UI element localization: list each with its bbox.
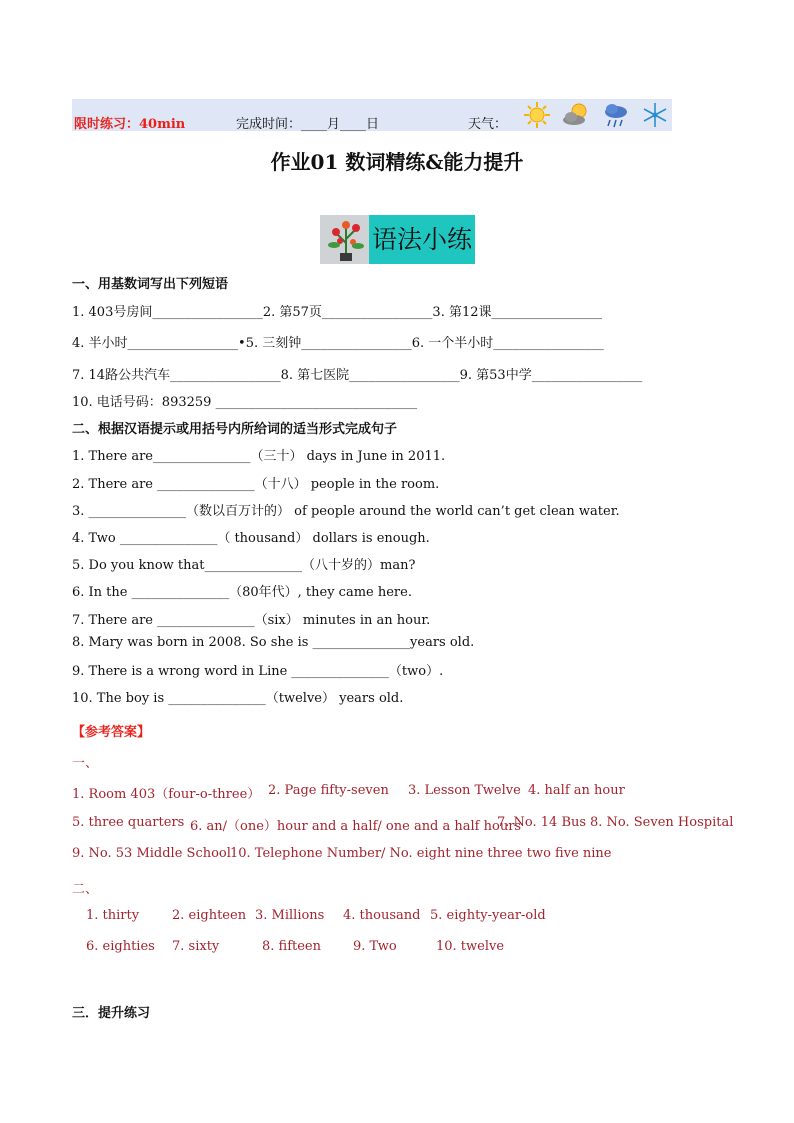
exercise-line: 8. Mary was born in 2008. So she is _______________years old.: [72, 635, 475, 650]
exercise-line: 7. There are _______________（six） minutes in an hour.: [72, 613, 431, 628]
exercise-line: 4. Two _______________（ thousand） dollars is enough.: [72, 531, 430, 546]
answer-item: 5. three quarters: [72, 815, 185, 830]
answer-item: 3. Lesson Twelve: [408, 783, 521, 798]
snowflake-icon: [640, 100, 670, 130]
answer-item: 9. No. 53 Middle School: [72, 846, 231, 861]
answers-heading: 【参考答案】: [72, 725, 151, 740]
answers-part2-label: 二、: [72, 882, 99, 897]
grammar-banner: [320, 215, 475, 264]
sun-cloud-icon: [561, 100, 591, 130]
answer-item: 7. No. 14 Bus: [497, 815, 587, 830]
exercise-line: 4. 半小时_________________•5. 三刻钟_________________6. 一个半小时_________________: [72, 336, 604, 351]
answer-item: 10. twelve: [436, 939, 505, 954]
exercise-line: 1. 403号房间_________________2. 第57页_________________3. 第12课_________________: [72, 305, 603, 320]
answer-item: 3. Millions: [255, 908, 325, 923]
exercise-line: 7. 14路公共汽车_________________8. 第七医院_________________9. 第53中学_________________: [72, 368, 643, 383]
answer-item: 6. an/（one）hour and a half/ one and a half hours: [190, 819, 522, 834]
part3-heading: 三．提升练习: [72, 1006, 151, 1021]
answer-item: 6. eighties: [86, 939, 155, 954]
exercise-line: 3. _______________（数以百万计的） of people around the world can’t get clean water.: [72, 504, 620, 519]
completion-date: 完成时间：____月____日: [236, 117, 380, 132]
exercise-line: 6. In the _______________（80年代）, they came here.: [72, 585, 412, 600]
exercise-line: 10. 电话号码：893259 _______________________________: [72, 395, 418, 410]
exercise-line: 2. There are _______________（十八） people in the room.: [72, 477, 440, 492]
answer-item: 8. No. Seven Hospital: [590, 815, 734, 830]
answer-item: 4. thousand: [343, 908, 421, 923]
part1-heading: 一、用基数词写出下列短语: [72, 277, 229, 292]
sun-icon: [522, 100, 552, 130]
answer-item: 2. Page fifty-seven: [268, 783, 389, 798]
answer-item: 1. thirty: [86, 908, 140, 923]
exercise-line: 5. Do you know that_______________（八十岁的）man?: [72, 558, 416, 573]
exercise-line: 1. There are_______________（三十） days in June in 2011.: [72, 449, 446, 464]
answer-item: 9. Two: [353, 939, 397, 954]
answer-item: 8. fifteen: [262, 939, 322, 954]
exercise-line: 10. The boy is _______________（twelve） years old.: [72, 691, 404, 706]
answers-part1-label: 一、: [72, 756, 99, 771]
grammar-label: 语法小练: [369, 215, 475, 264]
weather-label: 天气：: [468, 117, 508, 132]
rain-icon: [601, 100, 631, 130]
answer-item: 1. Room 403（four-o-three）: [72, 787, 261, 802]
answer-item: 2. eighteen: [172, 908, 247, 923]
page-title: 作业01 数词精练&能力提升: [270, 150, 524, 174]
part2-heading: 二、根据汉语提示或用括号内所给词的适当形式完成句子: [72, 422, 398, 437]
plant-illustration: [320, 215, 369, 264]
answer-item: 5. eighty-year-old: [430, 908, 546, 923]
exercise-line: 9. There is a wrong word in Line _______________（two）.: [72, 664, 444, 679]
answer-item: 4. half an hour: [528, 783, 625, 798]
answer-item: 10. Telephone Number/ No. eight nine three two five nine: [230, 846, 612, 861]
time-limit: 限时练习：40min: [74, 117, 186, 132]
answer-item: 7. sixty: [172, 939, 220, 954]
